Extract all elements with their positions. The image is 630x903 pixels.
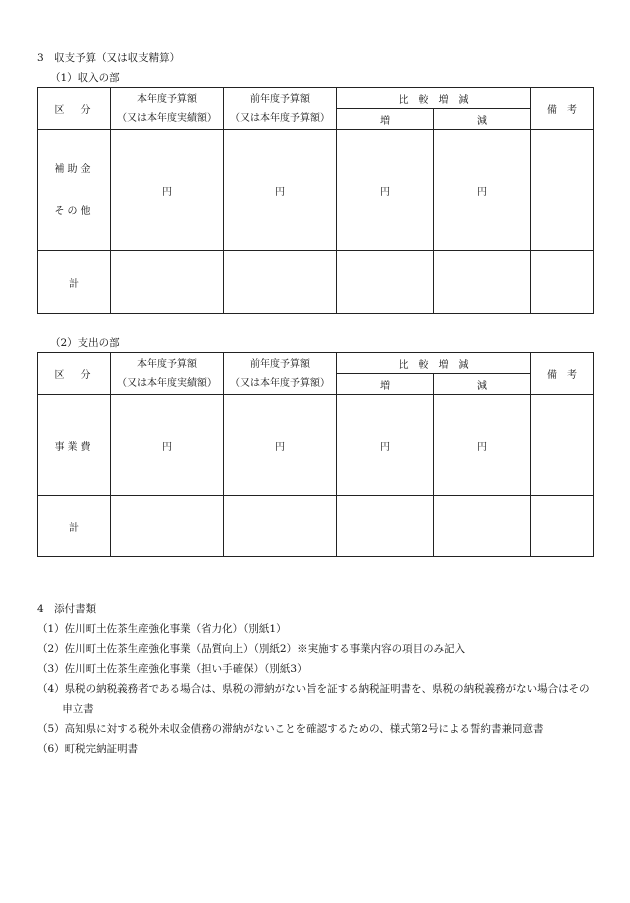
income-total-label: 計 <box>38 251 111 314</box>
category-header: 区 分 <box>38 88 111 130</box>
attachment-item: （6）町税完納証明書 <box>37 743 139 755</box>
expense-table <box>37 352 594 557</box>
total-cell <box>111 251 224 314</box>
category-header: 区 分 <box>38 353 111 395</box>
total-cell <box>337 251 434 314</box>
remarks-header: 備 考 <box>531 353 594 395</box>
total-cell <box>224 496 337 557</box>
previous-budget-header: 前年度予算額 （又は本年度予算額） <box>224 88 337 130</box>
expense-total-label: 計 <box>38 496 111 557</box>
yen-unit: 円 <box>337 130 434 251</box>
comparison-header: 比 較 増 減 <box>337 88 531 109</box>
remarks-cell <box>531 130 594 251</box>
remarks-header: 備 考 <box>531 88 594 130</box>
attachment-item: （2）佐川町土佐茶生産強化事業（品質向上）（別紙2）※実施する事業内容の項目のみ記入 <box>37 643 466 655</box>
yen-unit: 円 <box>224 130 337 251</box>
total-cell <box>111 496 224 557</box>
current-budget-header: 本年度予算額 （又は本年度実績額） <box>111 353 224 395</box>
increase-header: 増 <box>337 374 434 395</box>
attachment-item: （5）高知県に対する税外未収金債務の滞納がないことを確認するための、様式第2号による誓約書兼同意書 <box>37 723 544 735</box>
current-budget-header: 本年度予算額 （又は本年度実績額） <box>111 88 224 130</box>
attachments-list <box>37 619 597 759</box>
decrease-header: 減 <box>434 109 531 130</box>
expense-subtitle: （2）支出の部 <box>50 337 120 349</box>
remarks-cell <box>531 395 594 496</box>
attachment-item: （3）佐川町土佐茶生産強化事業（担い手確保）（別紙3） <box>37 663 308 675</box>
total-cell <box>224 251 337 314</box>
total-cell <box>531 251 594 314</box>
income-item-subsidy: 補助金 <box>54 163 94 175</box>
attachment-item: （1）佐川町土佐茶生産強化事業（省力化）（別紙1） <box>37 623 287 635</box>
yen-unit: 円 <box>111 395 224 496</box>
attachment-item: （4）県税の納税義務者である場合は、県税の滞納がない旨を証する納税証明書を、県税の納税義務がない場合はその申立書 <box>37 683 590 715</box>
total-cell <box>434 251 531 314</box>
yen-unit: 円 <box>111 130 224 251</box>
increase-header: 増 <box>337 109 434 130</box>
section4-title: 4 添付書類 <box>37 603 97 615</box>
yen-unit: 円 <box>434 395 531 496</box>
comparison-header: 比 較 増 減 <box>337 353 531 374</box>
income-item-other: その他 <box>54 205 94 217</box>
yen-unit: 円 <box>434 130 531 251</box>
previous-budget-header: 前年度予算額 （又は本年度予算額） <box>224 353 337 395</box>
income-subtitle: （1）収入の部 <box>50 72 120 84</box>
section3-title: 3 収支予算（又は収支精算） <box>37 52 181 64</box>
income-items <box>38 130 111 251</box>
total-cell <box>434 496 531 557</box>
yen-unit: 円 <box>337 395 434 496</box>
expense-item-project-cost: 事業費 <box>38 395 111 496</box>
yen-unit: 円 <box>224 395 337 496</box>
total-cell <box>531 496 594 557</box>
decrease-header: 減 <box>434 374 531 395</box>
total-cell <box>337 496 434 557</box>
income-table <box>37 87 594 314</box>
